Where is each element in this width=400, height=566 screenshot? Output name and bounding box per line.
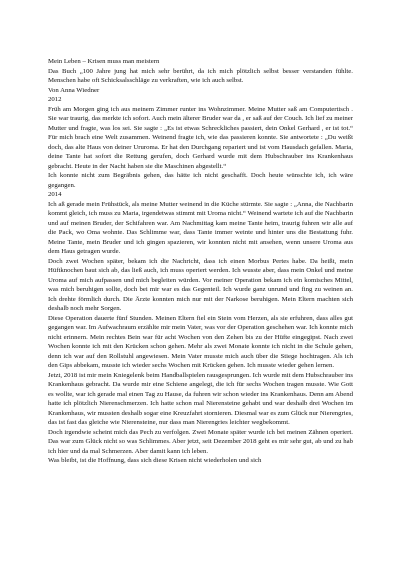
intro-paragraph: Das Buch „100 Jahre jung hat mich sehr berührt, da ich mich plötzlich selbst besser verstanden fühlte. Menschen habe oft Schicksalsschläge zu verkraften, wie ich auch selbst. <box>48 67 353 84</box>
paragraph-funeral: Ich konnte nicht zum Begräbnis gehen, das hätte ich nicht geschafft. Doch heute wünschte ich, ich wäre gegangen. <box>48 172 353 189</box>
paragraph-diagnosis: Doch zwei Wochen später, bekam ich die Nachricht, dass ich einen Morbus Pertes habe. Da heißt, mein Hüftknochen baut sich ab, das ließ auch, ich muss operiert werden. Ich wusste aber, dass mein Onkel und meine Uroma auf mich aufpassen und mich begleiten würden. Vor meiner Operation bekam ich ein komisches Mittel, was mich beruhigen sollte, doch bei mir war es das Gegenteil. Ich wurde ganz unrund und fing zu weinen an. Ich drehte förmlich durch. Die Ärzte konnten mich nur mit der Narkose beruhigen. Mein Eltern machten sich deshalb noch mehr Sorgen. <box>48 257 353 312</box>
year-heading-2014: 2014 <box>48 191 62 198</box>
document-page <box>48 57 353 466</box>
paragraph-teeth: Doch irgendwie scheint mich das Pech zu verfolgen. Zwei Monate später wurde ich bei meinen Zähnen operiert. Das war zum Glück nicht so was Schlimmes. Aber jetzt, seit Dezember 2018 geht es mir sehr gut, ab und zu hab ich hier und da mal Schmerzen. Aber damit kann ich leben. <box>48 428 353 455</box>
paragraph-2018-knee: Jetzt, 2018 ist mir mein Kniegelenk beim Handballspielen rausgesprungen. Ich wurde mit dem Hubschrauber ins Krankenhaus gebracht. Da wurde mir eine Schiene angelegt, die ich für sechs Wochen tragen musste. Wie Gott es wollte, war ich gerade mal einen Tag zu Hause, da fuhren wir schon wieder ins Krankenhaus. Denn am Abend hatte ich plötzlich Nierenschmerzen. Ich hatte schon mal Nierensteine gehabt und war deshalb drei Wochen im Krankenhaus, wir mussten deshalb sogar eine Kreuzfahrt stornieren. Diesmal war es zum Glück nur Nierengries, das ist fast das gleiche wie Nierensteine, nur dass man Nierengries leichter wegbekommt. <box>48 371 353 426</box>
paragraph-2014-story: Ich aß gerade mein Frühstück, als meine Mutter weinend in die Küche stürmte. Sie sagte : „Anna, die Nachbarin kommt gleich, ich muss zu Maria, irgendetwas stimmt mit Uroma nicht.“ Weinend wartete ich auf die Nachbarin und auf meinen Bruder, der Schifahren war. Am Nachmittag kam meine Tante heim, traurig fuhren wir alle auf die Pack, wo Oma wohnte. Das Schlimme war, dass Tante immer weinte und hinter uns die Bestattung fuhr. Meine Tante, mein Bruder und ich gingen spazieren, wir konnten nicht mit ansehen, wenn unsere Uroma aus dem Haus getragen wurde. <box>48 200 353 255</box>
document-title: Mein Leben – Krisen muss man meistern <box>48 58 160 65</box>
author-line: Von Anna Wiedner <box>48 86 100 94</box>
paragraph-hope: Was bleibt, ist die Hoffnung, dass sich diese Krisen nicht wiederholen und sich <box>48 457 262 464</box>
paragraph-operation: Diese Operation dauerte fünf Stunden. Meinen Eltern fiel ein Stein vom Herzen, als sie erfuhren, dass alles gut gegangen war. Im Aufwachraum erzählte mir mein Vater, was vor der Operation geschehen war. Ich konnte mich nicht erinnern. Mein rechtes Bein war für acht Wochen von den Zehen bis zu der Hüfte eingegipst. Nach zwei Wochen konnte ich mit den Krücken schon gehen. Mehr als zwei Monate konnte ich nicht in die Schule gehen, denn ich war auf den Rollstuhl angewiesen. Mein Vater musste mich auch über die Stiege hochtragen. Als ich den Gips abbekam, musste ich wieder sechs Wochen mit Krücken gehen. Ich musste wieder gehen lernen. <box>48 314 353 369</box>
year-heading-2012: 2012 <box>48 96 62 103</box>
paragraph-2012-story: Früh am Morgen ging ich aus meinem Zimmer runter ins Wohnzimmer. Meine Mutter saß am Computertisch . Sie war traurig, das merkte ich sofort. Auch mein älterer Bruder war da , er saß auf der Couch. Ich lief zu meiner Mutter und fragte, was los sei. Sie sagte : „Es ist etwas Schreckliches passiert, dein Onkel Gerhard , er ist tot.“ Für mich brach eine Welt zusammen. Weinend fragte ich, wie das passieren konnte. Sie antwortete : „Du weißt doch, das alte Haus von deiner Ururoma. Er hat den Durchgang repariert und ist vom Hausdach gefallen. Maria, deine Tante hat sofort die Rettung gerufen, doch Gerhard wurde mit dem Hubschrauber ins Krankenhaus gebracht. Heute in der Nacht haben sie die Maschinen abgestellt.“ <box>48 105 353 170</box>
